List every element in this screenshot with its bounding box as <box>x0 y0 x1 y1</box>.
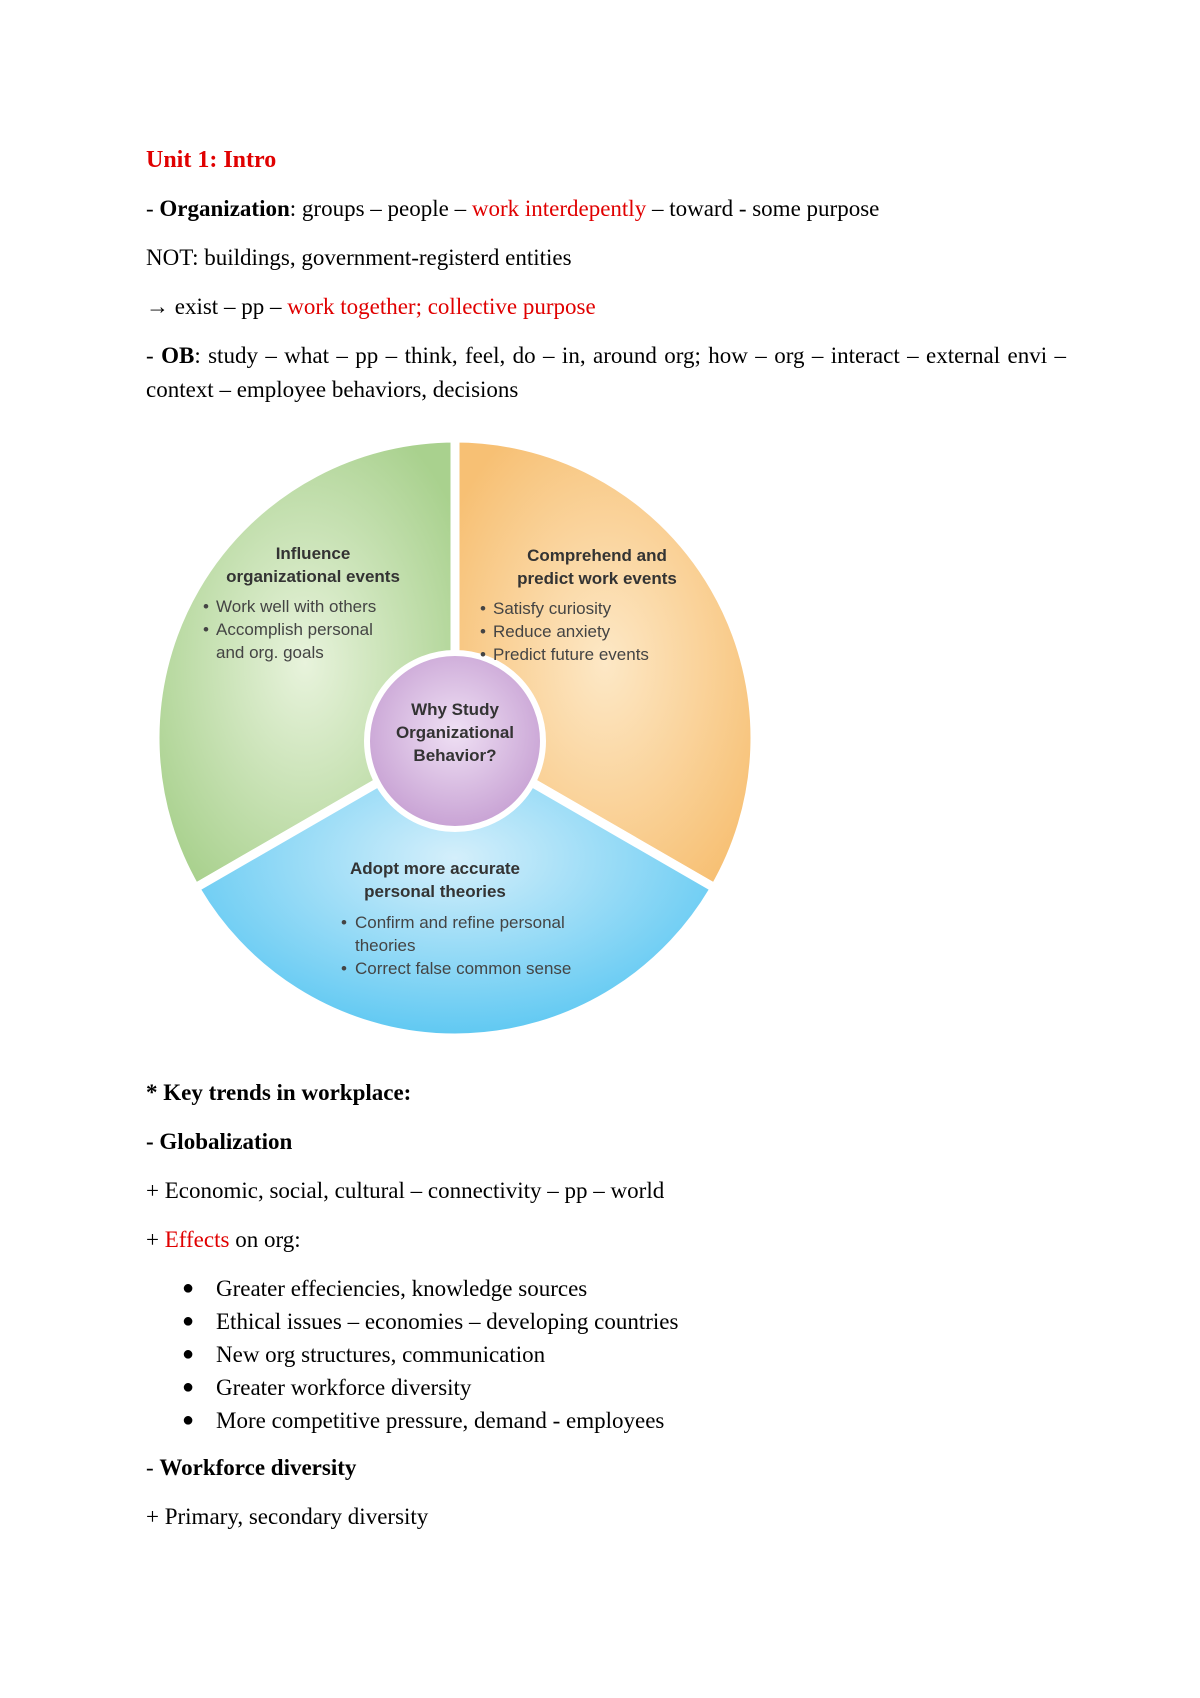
effects-line <box>146 1223 1066 1257</box>
list-item-text: Greater effeciencies, knowledge sources <box>216 1276 588 1301</box>
organization-definition <box>146 192 1066 226</box>
arrow-icon: → <box>146 294 169 319</box>
center-line-3: Behavior? <box>413 746 497 765</box>
adopt-bullet-1-cont: theories <box>355 936 416 955</box>
comprehend-bullet-3: Predict future events <box>493 645 649 664</box>
influence-title-2: organizational events <box>226 567 400 586</box>
org-term: Organization <box>159 196 290 221</box>
comprehend-bullet-dot-2: • <box>480 622 486 641</box>
effects-list <box>146 1272 1066 1437</box>
adopt-title-2: personal theories <box>364 882 506 901</box>
ob-definition <box>146 339 1066 407</box>
comprehend-title-2: predict work events <box>517 569 677 588</box>
influence-bullet-dot-1: • <box>203 597 209 616</box>
comprehend-bullet-2: Reduce anxiety <box>493 622 611 641</box>
org-dash: - <box>146 196 160 221</box>
influence-bullet-dot-2: • <box>203 620 209 639</box>
exist-highlight: work together; collective purpose <box>287 294 596 319</box>
exist-line <box>146 290 1066 324</box>
why-study-ob-diagram <box>145 428 765 1048</box>
adopt-bullet-dot-1: • <box>341 913 347 932</box>
list-item <box>182 1404 1066 1437</box>
list-item <box>182 1272 1066 1305</box>
workforce-diversity-heading <box>146 1451 1066 1485</box>
center-line-2: Organizational <box>395 723 515 742</box>
intro-section <box>146 143 1066 422</box>
org-pre: : groups – people – <box>289 196 472 221</box>
ob-term: OB <box>161 343 195 368</box>
diversity-dash: - <box>146 1455 160 1480</box>
unit-title: Unit 1: Intro <box>146 147 277 173</box>
effects-post: on org: <box>229 1227 301 1252</box>
primary-line: + Primary, secondary diversity <box>146 1504 429 1529</box>
org-post: – toward - some purpose <box>646 196 880 221</box>
center-line-1: Why Study <box>411 700 499 719</box>
list-item-text: Greater workforce diversity <box>216 1375 472 1400</box>
list-item-text: Ethical issues – economies – developing countries <box>216 1309 679 1334</box>
adopt-title-1: Adopt more accurate <box>349 859 521 878</box>
adopt-bullet-2: Correct false common sense <box>355 959 572 978</box>
exist-pre: exist – pp – <box>169 294 288 319</box>
list-item <box>182 1338 1066 1371</box>
comprehend-bullet-1: Satisfy curiosity <box>493 599 612 618</box>
comprehend-title-1: Comprehend and <box>527 546 667 565</box>
list-item-text: More competitive pressure, demand - employees <box>216 1408 665 1433</box>
influence-bullet-1: Work well with others <box>216 597 377 616</box>
adopt-bullet-dot-2: • <box>341 959 347 978</box>
diversity-term: Workforce diversity <box>159 1455 357 1480</box>
effects-plus: + <box>146 1227 165 1252</box>
trends-heading: * Key trends in workplace: <box>146 1080 412 1105</box>
adopt-bullet-1: Confirm and refine personal <box>355 913 565 932</box>
ob-text: : study – what – pp – think, feel, do – in, around org; how – org – interact – external envi – context – employee behaviors, decisions <box>146 343 1066 402</box>
bullet-icon: ● <box>182 1277 195 1299</box>
globalization-heading: - Globalization <box>146 1129 293 1154</box>
effects-highlight: Effects <box>164 1227 230 1252</box>
economic-line: + Economic, social, cultural – connectivity – pp – world <box>146 1178 665 1203</box>
influence-bullet-2: Accomplish personal <box>216 620 373 639</box>
comprehend-bullet-dot-1: • <box>480 599 486 618</box>
list-item-text: New org structures, communication <box>216 1342 546 1367</box>
bullet-icon: ● <box>182 1376 195 1398</box>
org-highlight: work interdepently <box>471 196 647 221</box>
bullet-icon: ● <box>182 1409 195 1431</box>
influence-bullet-2-cont: and org. goals <box>216 643 324 662</box>
influence-title-1: Influence <box>275 544 351 563</box>
trends-section <box>146 1076 1066 1549</box>
bullet-icon: ● <box>182 1310 195 1332</box>
list-item <box>182 1305 1066 1338</box>
not-line: NOT: buildings, government-registerd entities <box>146 245 572 270</box>
bullet-icon: ● <box>182 1343 195 1365</box>
list-item <box>182 1371 1066 1404</box>
ob-dash: - <box>146 343 162 368</box>
comprehend-bullet-dot-3: • <box>480 645 486 664</box>
